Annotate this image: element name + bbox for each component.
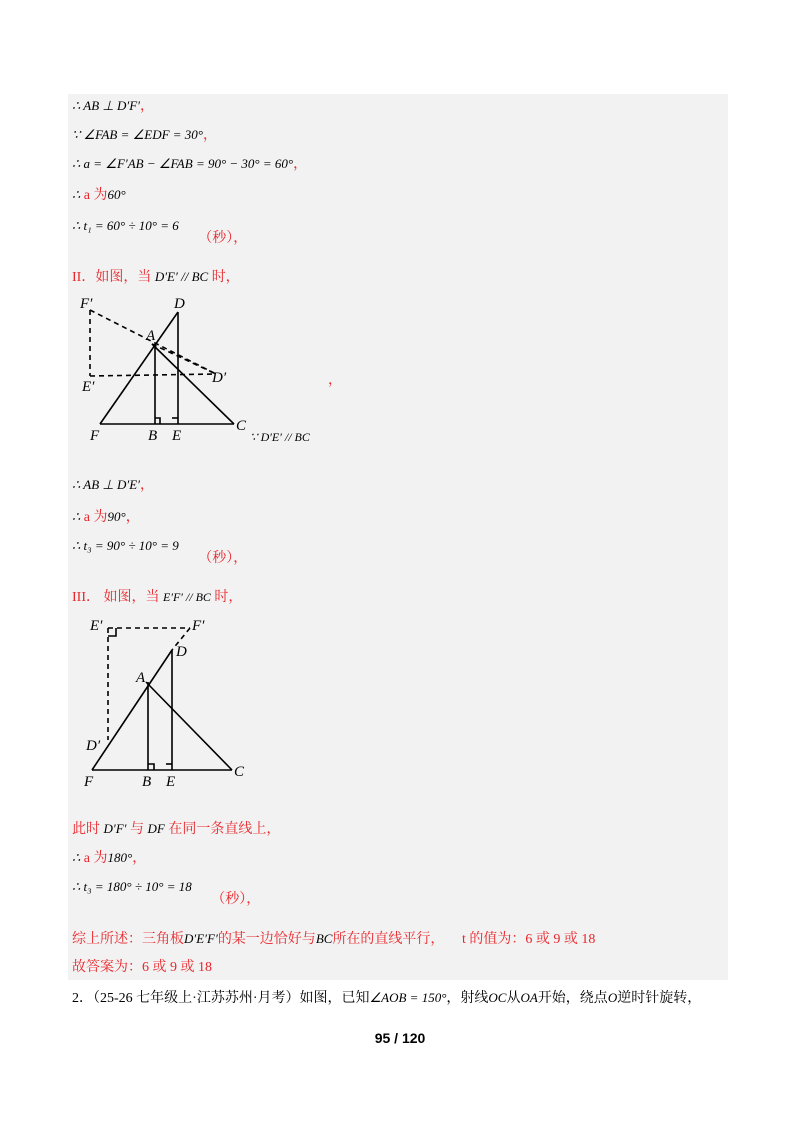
line-a-equals: ∴ a = ∠F′AB − ∠FAB = 90° − 30° = 60°， (72, 156, 308, 172)
label-f: F (90, 428, 100, 444)
label-f-prime-iii: F′ (192, 618, 205, 634)
line-a-is-90: ∴ a 为90°， (72, 509, 140, 525)
line-ab-perp-dfprime: ∴ AB ⊥ D′F′， (72, 98, 155, 114)
label-d-prime-iii: D′ (86, 738, 101, 754)
line-a-is-180: ∴ a 为180°， (72, 850, 147, 866)
label-a-iii: A (136, 670, 146, 686)
label-a: A (146, 328, 156, 344)
label-b-iii: B (142, 774, 152, 790)
page-number: 95 / 120 (374, 1030, 426, 1046)
line-t1: ∴ t₁ = 60° ÷ 10° = 6 （秒）， (72, 218, 248, 246)
figure-section-iii (76, 610, 276, 790)
answer-line: 故答案为：6 或 9 或 18 (72, 960, 212, 975)
label-d-prime: D′ (212, 370, 227, 386)
line-t3-18: ∴ t₃ = 180° ÷ 10° = 18 （秒）， (72, 879, 261, 907)
line-a-is-60: ∴ a 为60° (72, 187, 126, 203)
label-d: D (174, 296, 185, 312)
line-ab-perp-deprime: ∴ AB ⊥ D′E′， (72, 477, 155, 493)
section-ii-comma: ， (328, 373, 342, 388)
section-iii-heading: III． 如图，当 E′F′ // BC 时， (72, 590, 243, 605)
because-de-parallel-bc: ∵ D′E′ // BC (250, 430, 310, 444)
line-same-straight-line: 此时 D′F′ 与 DF 在同一条直线上， (72, 821, 281, 837)
label-e: E (172, 428, 182, 444)
label-e-iii: E (166, 774, 176, 790)
label-c: C (236, 418, 247, 434)
label-f-prime: F′ (80, 296, 93, 312)
question-2: 2．（25-26 七年级上·江苏苏州·月考）如图，已知∠AOB = 150°，射线OC从OA开始，绕点O逆时针旋转， (72, 990, 702, 1006)
label-c-iii: C (234, 764, 245, 780)
label-e-prime-iii: E′ (90, 618, 103, 634)
label-d-iii: D (176, 644, 187, 660)
summary-line: 综上所述：三角板D′E′F′的某一边恰好与BC所在的直线平行， t 的值为：6 或 9 或 18 (72, 931, 596, 947)
label-b: B (148, 428, 158, 444)
line-t3-9: ∴ t₃ = 90° ÷ 10° = 9 （秒）， (72, 538, 248, 566)
label-f-iii: F (84, 774, 94, 790)
section-ii-heading: II．如图，当 D′E′ // BC 时， (72, 269, 240, 285)
line-angle-fab: ∵ ∠FAB = ∠EDF = 30°， (72, 127, 217, 143)
figure-section-ii (76, 292, 356, 452)
label-e-prime: E′ (82, 379, 95, 395)
